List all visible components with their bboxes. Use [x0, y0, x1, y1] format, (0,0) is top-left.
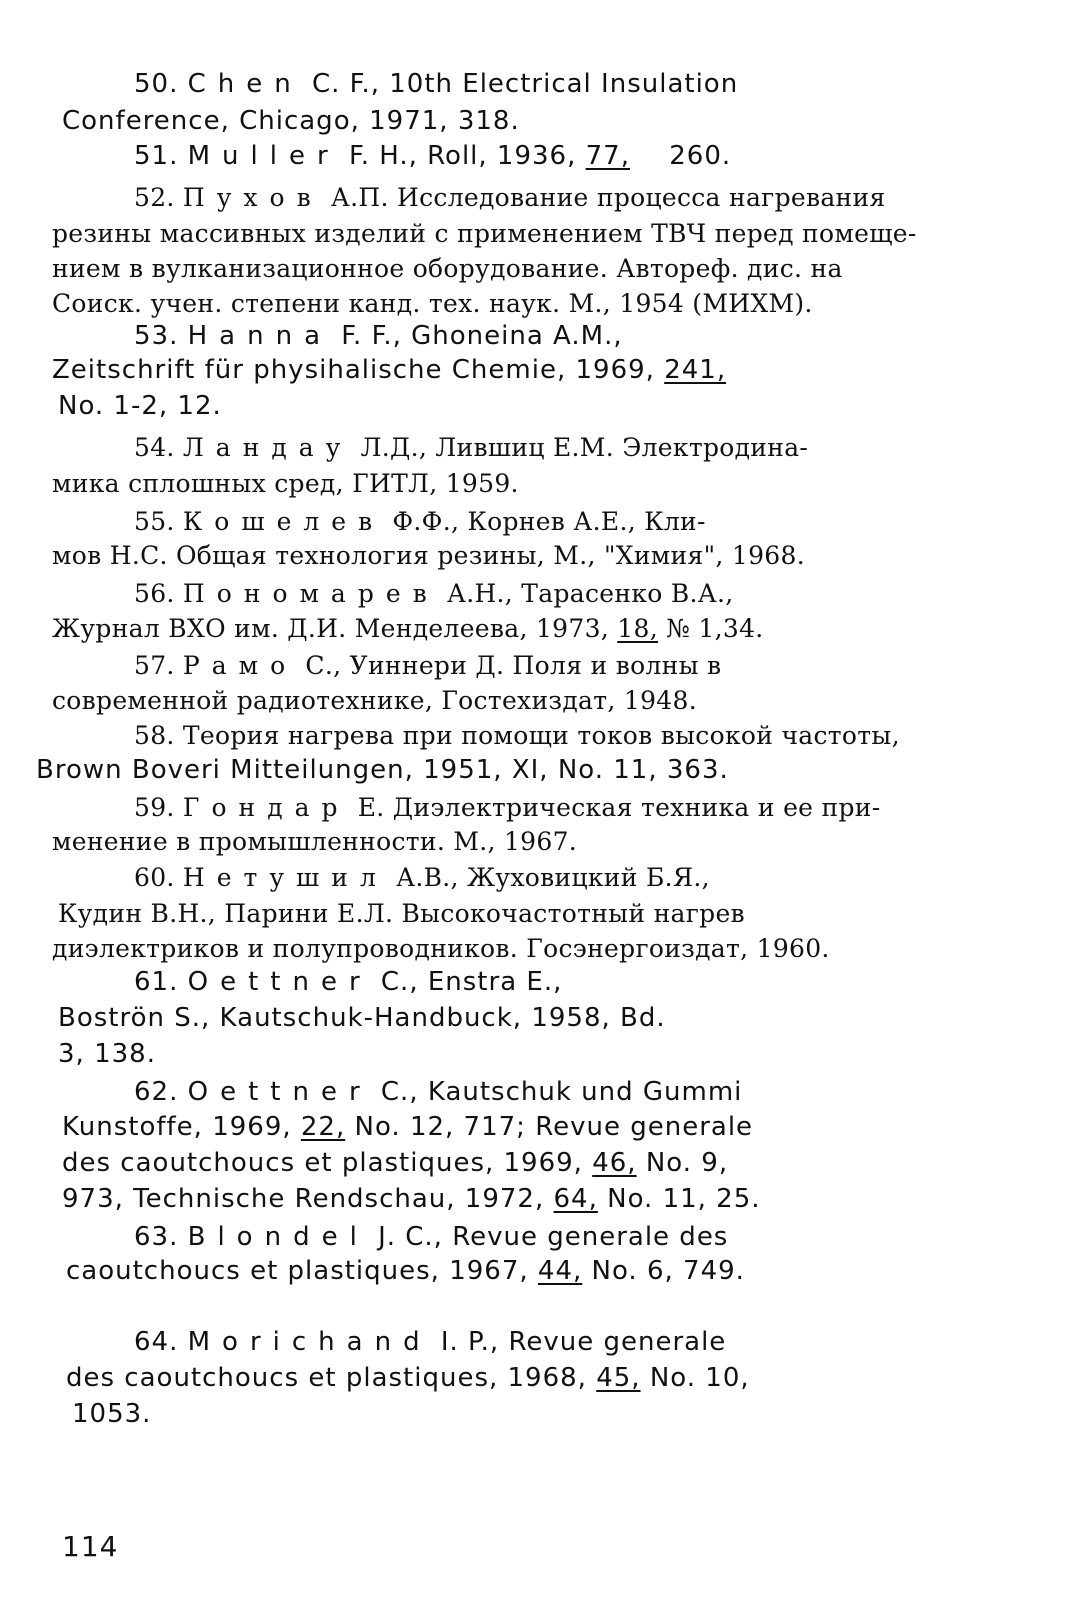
- entry-54-line-2: мика сплошных сред, ГИТЛ, 1959.: [52, 469, 519, 498]
- entry-volume: 241,: [664, 355, 727, 385]
- entry-author: Гондар: [182, 793, 350, 822]
- entry-50-line-1: [134, 68, 738, 100]
- entry-64-line-3: 1053.: [72, 1399, 152, 1429]
- page-number: 114: [62, 1530, 119, 1563]
- entry-author: Blondel: [187, 1222, 369, 1252]
- entry-62-line-1: [134, 1076, 742, 1108]
- entry-59-line-1: [134, 792, 881, 824]
- entry-61-line-2: Boströn S., Kautschuk-Handbuck, 1958, Bd.: [58, 1003, 666, 1033]
- entry-58-line-2: Brown Boveri Mitteilungen, 1951, XI, No. 11, 363.: [36, 755, 729, 785]
- entry-54-line-1: [134, 432, 808, 464]
- entry-61-line-1: [134, 966, 562, 998]
- entry-text: С., Уиннери Д. Поля и волны в: [305, 651, 722, 680]
- entry-number: 59.: [134, 793, 175, 822]
- entry-63-line-1: [134, 1221, 728, 1253]
- entry-author: Ландау: [182, 433, 353, 462]
- entry-number: 64.: [134, 1327, 179, 1357]
- entry-64-line-1: [134, 1326, 726, 1358]
- entry-text: No. 10,: [649, 1363, 750, 1393]
- entry-55-line-2: мов Н.С. Общая технология резины, М., "Химия", 1968.: [52, 541, 805, 570]
- entry-author: Рамо: [182, 651, 298, 680]
- entry-60-line-1: [134, 862, 710, 894]
- entry-53-line-3: No. 1-2, 12.: [58, 391, 222, 421]
- entry-52-line-3: нием в вулканизационное оборудование. Автореф. дис. на: [52, 254, 843, 283]
- entry-text: C., Enstra E.,: [380, 967, 563, 997]
- entry-text: 973, Technische Rendschau, 1972,: [62, 1184, 545, 1214]
- entry-text: 260.: [669, 141, 732, 171]
- entry-61-line-3: 3, 138.: [58, 1039, 156, 1069]
- entry-52-line-4: Соиск. учен. степени канд. тех. наук. М., 1954 (МИХМ).: [52, 289, 813, 318]
- entry-number: 51.: [134, 141, 179, 171]
- entry-text: Е. Диэлектрическая техника и ее при-: [357, 793, 881, 822]
- entry-62-line-3: [62, 1147, 728, 1179]
- entry-text: А.П. Исследование процесса нагревания: [330, 183, 886, 212]
- entry-text: F. F., Ghoneina A.M.,: [341, 321, 623, 351]
- entry-volume: 44,: [537, 1256, 583, 1286]
- entry-volume: 45,: [596, 1363, 641, 1393]
- entry-number: 52.: [134, 183, 175, 212]
- entry-text: А.В., Жуховицкий Б.Я.,: [396, 863, 710, 892]
- entry-text: No. 9,: [645, 1148, 729, 1178]
- entry-58-line-1: [134, 720, 900, 752]
- entry-number: 58.: [134, 721, 175, 750]
- entry-number: 60.: [134, 863, 175, 892]
- entry-volume: 18,: [617, 614, 658, 643]
- entry-text: Теория нагрева при помощи токов высокой частоты,: [182, 721, 900, 750]
- entry-text: J. C., Revue generale des: [378, 1222, 729, 1252]
- entry-volume: 46,: [592, 1148, 637, 1178]
- entry-number: 56.: [134, 579, 175, 608]
- entry-author: Morichand: [187, 1327, 432, 1357]
- entry-text: Ф.Ф., Корнев А.Е., Кли-: [392, 507, 706, 536]
- entry-text: А.Н., Тарасенко В.А.,: [446, 579, 734, 608]
- entry-author: Chen: [187, 69, 303, 99]
- entry-number: 63.: [134, 1222, 179, 1252]
- entry-text: des caoutchoucs et plastiques, 1969,: [62, 1148, 583, 1178]
- entry-text: Kunstoffe, 1969,: [62, 1112, 292, 1142]
- entry-text: № 1,34.: [666, 614, 764, 643]
- entry-volume: 22,: [300, 1112, 346, 1142]
- entry-author: Нетушил: [182, 863, 388, 892]
- entry-text: No. 6, 749.: [591, 1256, 745, 1286]
- entry-52-line-2: резины массивных изделий с применением ТВЧ перед помеще-: [52, 219, 917, 248]
- entry-53-line-2: [52, 354, 726, 386]
- entry-60-line-2: Кудин В.Н., Парини Е.Л. Высокочастотный нагрев: [58, 899, 745, 928]
- entry-text: Журнал ВХО им. Д.И. Менделеева, 1973,: [52, 614, 610, 643]
- entry-number: 53.: [134, 321, 179, 351]
- entry-text: caoutchoucs et plastiques, 1967,: [66, 1256, 529, 1286]
- entry-number: 54.: [134, 433, 175, 462]
- entry-64-line-2: [66, 1362, 750, 1394]
- entry-55-line-1: [134, 506, 706, 538]
- entry-text: C., Kautschuk und Gummi: [380, 1077, 743, 1107]
- entry-author: Кошелев: [182, 507, 385, 536]
- entry-text: No. 11, 25.: [607, 1184, 761, 1214]
- entry-volume: 64,: [553, 1184, 598, 1214]
- entry-text: Zeitschrift für physihalische Chemie, 1969,: [52, 355, 655, 385]
- entry-52-line-1: [134, 182, 886, 214]
- entry-63-line-2: [66, 1255, 745, 1287]
- entry-author: Muller: [187, 141, 340, 171]
- entry-text: Л.Д., Лившиц Е.М. Электродина-: [360, 433, 809, 462]
- entry-56-line-1: [134, 578, 734, 610]
- entry-59-line-2: менение в промышленности. М., 1967.: [52, 827, 578, 856]
- entry-text: No. 12, 717; Revue generale: [354, 1112, 754, 1142]
- entry-volume: 77,: [585, 141, 630, 171]
- entry-50-line-2: Conference, Chicago, 1971, 318.: [62, 106, 520, 136]
- entry-text: des caoutchoucs et plastiques, 1968,: [66, 1363, 587, 1393]
- entry-number: 57.: [134, 651, 175, 680]
- entry-author: Пономарев: [182, 579, 439, 608]
- entry-text: C. F., 10th Electrical Insulation: [312, 69, 739, 99]
- entry-57-line-2: современной радиотехнике, Гостехиздат, 1948.: [52, 686, 697, 715]
- entry-56-line-2: [52, 613, 764, 645]
- entry-53-line-1: [134, 320, 623, 352]
- entry-text: F. H., Roll, 1936,: [348, 141, 577, 171]
- entry-author: Oettner: [187, 967, 372, 997]
- entry-number: 61.: [134, 967, 179, 997]
- entry-text: I. P., Revue generale: [440, 1327, 727, 1357]
- entry-author: Hanna: [187, 321, 332, 351]
- entry-62-line-2: [62, 1111, 753, 1143]
- entry-author: Пухов: [182, 183, 323, 212]
- entry-author: Oettner: [187, 1077, 372, 1107]
- entry-number: 62.: [134, 1077, 179, 1107]
- entry-number: 50.: [134, 69, 179, 99]
- entry-60-line-3: диэлектриков и полупроводников. Госэнергоиздат, 1960.: [52, 934, 830, 963]
- entry-57-line-1: [134, 650, 721, 682]
- entry-51-line-1: [134, 140, 731, 172]
- entry-62-line-4: [62, 1183, 761, 1215]
- entry-number: 55.: [134, 507, 175, 536]
